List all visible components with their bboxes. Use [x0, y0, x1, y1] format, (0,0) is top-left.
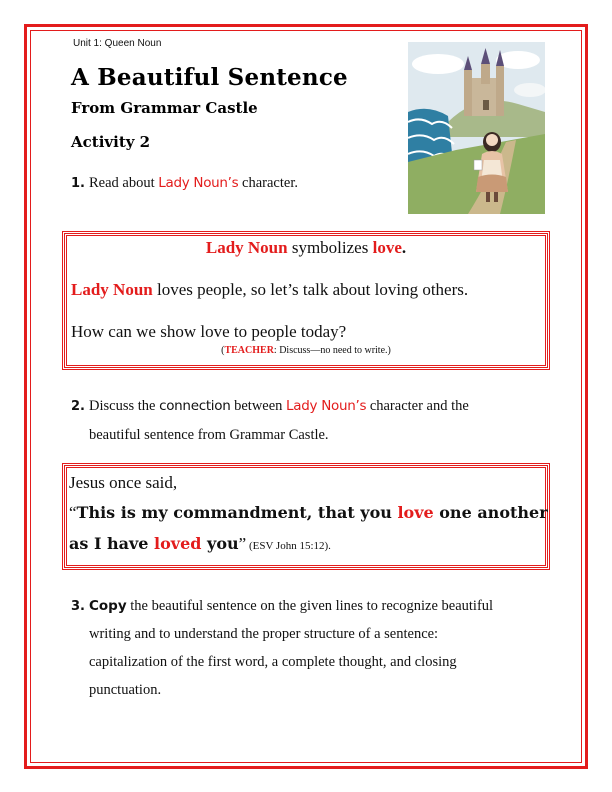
item-1-lady-noun: Lady Noun’s — [158, 175, 239, 191]
item-3-line-4: punctuation. — [89, 682, 162, 698]
teacher-note-rest: : Discuss—no need to write.) — [273, 345, 391, 356]
scripture-quote-line-1 — [69, 503, 548, 523]
item-1-number: 1. — [71, 176, 85, 191]
item-1-text-post: character. — [238, 175, 298, 191]
box1-line2-rest: loves people, so let’s talk about loving others. — [152, 280, 469, 299]
scripture-close-quote: ” — [238, 534, 247, 553]
page-title: A Beautiful Sentence — [71, 64, 348, 91]
unit-label: Unit 1: Queen Noun — [73, 38, 162, 49]
item-3 — [71, 598, 493, 615]
scripture-part-3: as I have — [69, 534, 155, 553]
box1-line2-lady-noun: Lady Noun — [71, 280, 153, 299]
teacher-note — [0, 345, 612, 356]
item-2-text-mid: between — [230, 398, 287, 414]
item-3-copy: Copy — [89, 598, 127, 614]
box1-lady-noun: Lady Noun — [205, 238, 288, 257]
item-2-line-2: beautiful sentence from Grammar Castle. — [89, 427, 329, 443]
item-2-text-pre: Discuss the — [89, 398, 160, 414]
lady-noun-castle-illustration — [408, 42, 545, 214]
scripture-love: love — [397, 503, 434, 522]
item-2 — [71, 398, 469, 415]
teacher-note-label: TEACHER — [224, 345, 274, 356]
scripture-part-4: you — [201, 534, 239, 553]
scripture-loved: loved — [154, 534, 202, 553]
box1-line-2 — [71, 280, 468, 300]
scripture-open-quote: “ — [69, 503, 77, 522]
box1-period: . — [401, 238, 407, 257]
box1-love: love — [372, 238, 402, 257]
item-3-number: 3. — [71, 599, 85, 614]
item-1-text-pre: Read about — [89, 175, 159, 191]
scripture-quote-line-2 — [69, 534, 331, 554]
item-2-text-post: character and the — [366, 398, 469, 414]
box1-line-1 — [0, 238, 612, 258]
item-2-number: 2. — [71, 399, 85, 414]
scripture-part-2: one another — [433, 503, 548, 522]
item-2-connection: connection — [159, 398, 231, 414]
item-3-line-3: capitalization of the first word, a complete thought, and closing — [89, 654, 457, 670]
activity-heading: Activity 2 — [71, 133, 151, 151]
item-2-lady-noun: Lady Noun’s — [286, 398, 367, 414]
page-subtitle: From Grammar Castle — [71, 99, 258, 117]
box1-line-3: How can we show love to people today? — [71, 322, 347, 341]
box1-symbolizes: symbolizes — [287, 238, 373, 257]
scripture-intro: Jesus once said, — [69, 473, 178, 492]
item-3-line-2: writing and to understand the proper structure of a sentence: — [89, 626, 439, 642]
scripture-reference: (ESV John 15:12). — [246, 540, 331, 552]
teacher-note-open: ( — [221, 345, 225, 356]
item-1 — [71, 175, 298, 192]
scripture-part-1: This is my commandment, that you — [76, 503, 398, 522]
item-3-line-1: the beautiful sentence on the given lines to recognize beautiful — [126, 598, 494, 614]
